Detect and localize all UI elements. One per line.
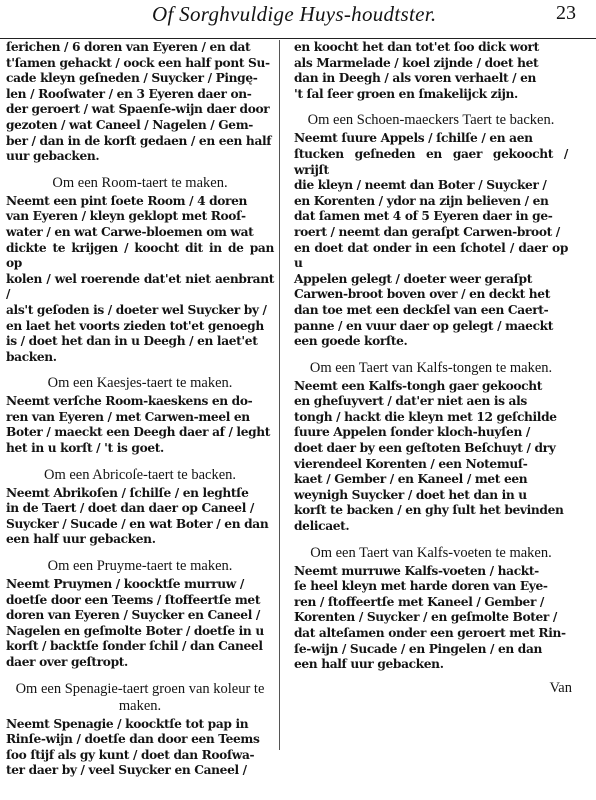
recipe-heading: Om een Pruyme-taert te maken. (47, 558, 233, 575)
page-number: 23 (556, 2, 576, 24)
running-title: Of Sorghvuldige Huys-houdtster. (152, 2, 437, 26)
recipe-schoenmaeckers-taert (294, 112, 568, 349)
recipe-text: Neemt een pint ſoete Room / 4 doren van Eyeren / kleyn geklopt met Rooſ- water / en wat Carwe-bloemen om wat dickte te krijgen / koocht dit in de pan op kolen / wel roerende dat'et niet aenbrant / als't geſoden is / doeter wel Suycker by / en laet het voorts zieden tot'et genoegh is / doet het dan in u Deegh / en laet'et backen. (6, 193, 274, 364)
right-intro-text: en koocht het dan tot'et ſoo dick wort als Marmelade / koel zijnde / doet het dan in Deegh / als voren verhaelt / en 't ſal ſeer groen en ſmakelijck zijn. (294, 40, 539, 101)
recipe-kaesjes-taert (6, 375, 274, 456)
recipe-heading: Om een Kaesjes-taert te maken. (47, 375, 233, 392)
page-header (0, 0, 596, 39)
recipe-heading: Om een Taert van Kalfs-voeten te maken. (310, 544, 552, 561)
recipe-text: Neemt Pruymen / koocktſe murruw / doetſe door een Teems / ſtoffeertſe met doren van Eyeren / Suycker en Caneel / Nagelen en geſmolte Boter / doetſe in u korſt / backtſe ſonder ſchil / dan Caneel daer over geſtropt. (6, 577, 264, 669)
recipe-kalfs-voeten-taert (294, 545, 568, 673)
catchword: Van (549, 680, 572, 696)
recipe-pruyme-taert (6, 558, 274, 671)
recipe-room-taert (6, 175, 274, 366)
recipe-spenagie-taert (6, 681, 274, 779)
recipe-text: Neemt ſuure Appels / ſchilſe / en aen ſtucken geſneden en gaer gekoocht / wrijſt die kleyn / neemt dan Boter / Suycker / en Korenten / ydor na zijn believen / en dat ſamen met 4 of 5 Eyeren daer in ge- roert / neemt dan geraſpt Carwen-broot / en doet dat onder in een ſchotel / daer op u Appelen gelegt / doeter weer geraſpt Carwen-broot boven over / en deckt het dan toe met een deckſel van een Caert- panne / en vuur daer op gelegt / maeckt een goede korſte. (294, 131, 568, 349)
recipe-heading: Om een Abricoſe-taert te backen. (43, 466, 237, 483)
column-divider (279, 40, 280, 750)
recipe-heading: Om een Room-taert te maken. (52, 174, 228, 191)
recipe-text: Neemt Abrikoſen / ſchilſe / en leghtſe in de Taert / doet dan daer op Caneel / Suycker / Sucade / en wat Boter / en dan een half uur gebacken. (6, 485, 269, 547)
recipe-kalfs-tongen-taert (294, 360, 568, 535)
recipe-text: Neemt een Kalfs-tongh gaer gekoocht en gheſuyvert / dat'er niet aen is als tongh / hackt die kleyn met 12 geſchilde ſuure Appelen ſonder kloch-huyſen / doet daer by een geſtoten Beſchuyt / dry vierendeel Korenten / een Notemuſ- kaet / Gember / en Kaneel / met een weynigh Suycker / doet het dan in u korſt te backen / en ghy ſult het bevinden delicaet. (294, 378, 564, 534)
left-column (6, 40, 274, 779)
right-column (294, 40, 568, 673)
recipe-abricose-taert (6, 467, 274, 548)
recipe-text: Neemt verſche Room-kaeskens en do- ren van Eyeren / met Carwen-meel en Boter / maeckt een Deegh daer af / leght het in u korſt / 't is goet. (6, 394, 271, 456)
recipe-heading: Om een Schoen-maeckers Taert te backen. (307, 112, 555, 129)
recipe-text: Neemt Spenagie / koocktſe tot pap in Rinſe-wijn / doetſe dan door een Teems ſoo ſtijf als gy kunt / doet dan Rooſwa- ter daer by / veel Suycker en Caneel / (6, 716, 260, 778)
left-intro-text: ſerichen / 6 doren van Eyeren / en dat t'ſamen gehackt / oock een half pont Su- cade kleyn geſneden / Suycker / Pingę- len / Rooſwater / en 3 Eyeren daer on- der geroert / wat Spaenſe-wijn daer door gezoten / wat Caneel / Nagelen / Gem- ber / dan in de korſt gedaen / en een half uur gebacken. (6, 40, 272, 164)
recipe-text: Neemt murruwe Kalfs-voeten / hackt- ſe heel kleyn met harde doren van Eye- ren / ſtoffeertſe met Kaneel / Gember / Korenten / Suycker / en geſmolte Boter / dat alteſamen onder een geroert met Rin- ſe-wijn / Sucade / en Pingelen / en dan een half uur gebacken. (294, 563, 566, 672)
recipe-heading: Om een Taert van Kalfs-tongen te maken. (309, 359, 553, 376)
recipe-heading: Om een Spenagie-taert groen van koleur te maken. (15, 680, 265, 714)
